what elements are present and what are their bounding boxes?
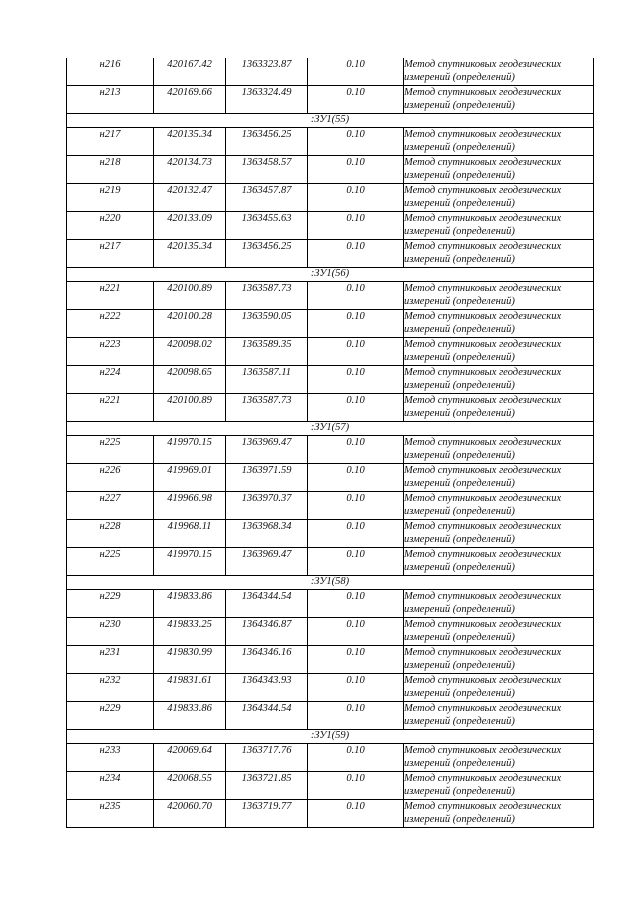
coordinates-table xyxy=(66,58,594,828)
y-coordinate-cell: 1363719.77 xyxy=(226,800,308,828)
point-row xyxy=(67,86,594,114)
accuracy-cell: 0.10 xyxy=(308,548,404,576)
point-id-cell: н225 xyxy=(67,436,154,464)
point-row xyxy=(67,366,594,394)
point-id-cell: н217 xyxy=(67,128,154,156)
x-coordinate-cell: 420100.89 xyxy=(154,394,226,422)
x-coordinate-cell: 420169.66 xyxy=(154,86,226,114)
method-cell: Метод спутниковых геодезических измерений (определений) xyxy=(404,702,594,730)
x-coordinate-cell: 419833.86 xyxy=(154,702,226,730)
method-cell: Метод спутниковых геодезических измерений (определений) xyxy=(404,282,594,310)
method-cell: Метод спутниковых геодезических измерений (определений) xyxy=(404,436,594,464)
method-cell: Метод спутниковых геодезических измерений (определений) xyxy=(404,310,594,338)
method-cell: Метод спутниковых геодезических измерений (определений) xyxy=(404,184,594,212)
point-row xyxy=(67,212,594,240)
point-id-cell: н232 xyxy=(67,674,154,702)
section-header-row xyxy=(67,114,594,128)
section-header-row xyxy=(67,576,594,590)
point-id-cell: н217 xyxy=(67,240,154,268)
point-id-cell: н230 xyxy=(67,618,154,646)
method-cell: Метод спутниковых геодезических измерений (определений) xyxy=(404,394,594,422)
method-cell: Метод спутниковых геодезических измерений (определений) xyxy=(404,212,594,240)
accuracy-cell: 0.10 xyxy=(308,338,404,366)
point-id-cell: н233 xyxy=(67,744,154,772)
y-coordinate-cell: 1363590.05 xyxy=(226,310,308,338)
y-coordinate-cell: 1363589.35 xyxy=(226,338,308,366)
point-id-cell: н227 xyxy=(67,492,154,520)
point-id-cell: н218 xyxy=(67,156,154,184)
y-coordinate-cell: 1363587.73 xyxy=(226,394,308,422)
accuracy-cell: 0.10 xyxy=(308,702,404,730)
y-coordinate-cell: 1363457.87 xyxy=(226,184,308,212)
accuracy-cell: 0.10 xyxy=(308,646,404,674)
y-coordinate-cell: 1363969.47 xyxy=(226,548,308,576)
point-row xyxy=(67,618,594,646)
accuracy-cell: 0.10 xyxy=(308,282,404,310)
y-coordinate-cell: 1363587.73 xyxy=(226,282,308,310)
point-id-cell: н225 xyxy=(67,548,154,576)
y-coordinate-cell: 1363456.25 xyxy=(226,128,308,156)
y-coordinate-cell: 1364344.54 xyxy=(226,702,308,730)
accuracy-cell: 0.10 xyxy=(308,520,404,548)
method-cell: Метод спутниковых геодезических измерений (определений) xyxy=(404,366,594,394)
y-coordinate-cell: 1364346.16 xyxy=(226,646,308,674)
x-coordinate-cell: 420098.02 xyxy=(154,338,226,366)
x-coordinate-cell: 420068.55 xyxy=(154,772,226,800)
point-row xyxy=(67,394,594,422)
method-cell: Метод спутниковых геодезических измерений (определений) xyxy=(404,800,594,828)
point-row xyxy=(67,338,594,366)
accuracy-cell: 0.10 xyxy=(308,464,404,492)
method-cell: Метод спутниковых геодезических измерений (определений) xyxy=(404,156,594,184)
point-row xyxy=(67,436,594,464)
y-coordinate-cell: 1364344.54 xyxy=(226,590,308,618)
coordinates-table-body xyxy=(67,58,594,828)
point-row xyxy=(67,282,594,310)
section-label: :ЗУ1(55) xyxy=(67,114,594,128)
x-coordinate-cell: 420060.70 xyxy=(154,800,226,828)
method-cell: Метод спутниковых геодезических измерений (определений) xyxy=(404,86,594,114)
method-cell: Метод спутниковых геодезических измерений (определений) xyxy=(404,548,594,576)
x-coordinate-cell: 419833.86 xyxy=(154,590,226,618)
section-header-row xyxy=(67,422,594,436)
y-coordinate-cell: 1363323.87 xyxy=(226,58,308,86)
point-row xyxy=(67,772,594,800)
section-label: :ЗУ1(56) xyxy=(67,268,594,282)
accuracy-cell: 0.10 xyxy=(308,310,404,338)
accuracy-cell: 0.10 xyxy=(308,184,404,212)
point-row xyxy=(67,800,594,828)
point-id-cell: н220 xyxy=(67,212,154,240)
method-cell: Метод спутниковых геодезических измерений (определений) xyxy=(404,590,594,618)
accuracy-cell: 0.10 xyxy=(308,618,404,646)
point-id-cell: н235 xyxy=(67,800,154,828)
point-id-cell: н224 xyxy=(67,366,154,394)
point-row xyxy=(67,58,594,86)
y-coordinate-cell: 1363587.11 xyxy=(226,366,308,394)
x-coordinate-cell: 419970.15 xyxy=(154,436,226,464)
method-cell: Метод спутниковых геодезических измерений (определений) xyxy=(404,338,594,366)
accuracy-cell: 0.10 xyxy=(308,744,404,772)
point-row xyxy=(67,240,594,268)
method-cell: Метод спутниковых геодезических измерений (определений) xyxy=(404,618,594,646)
section-label: :ЗУ1(58) xyxy=(67,576,594,590)
method-cell: Метод спутниковых геодезических измерений (определений) xyxy=(404,772,594,800)
point-id-cell: н229 xyxy=(67,590,154,618)
x-coordinate-cell: 420167.42 xyxy=(154,58,226,86)
accuracy-cell: 0.10 xyxy=(308,394,404,422)
accuracy-cell: 0.10 xyxy=(308,492,404,520)
x-coordinate-cell: 419833.25 xyxy=(154,618,226,646)
point-id-cell: н222 xyxy=(67,310,154,338)
x-coordinate-cell: 420134.73 xyxy=(154,156,226,184)
method-cell: Метод спутниковых геодезических измерений (определений) xyxy=(404,128,594,156)
point-id-cell: н221 xyxy=(67,394,154,422)
x-coordinate-cell: 419970.15 xyxy=(154,548,226,576)
point-id-cell: н226 xyxy=(67,464,154,492)
accuracy-cell: 0.10 xyxy=(308,590,404,618)
point-row xyxy=(67,128,594,156)
accuracy-cell: 0.10 xyxy=(308,436,404,464)
x-coordinate-cell: 420135.34 xyxy=(154,240,226,268)
section-header-row xyxy=(67,268,594,282)
x-coordinate-cell: 420133.09 xyxy=(154,212,226,240)
method-cell: Метод спутниковых геодезических измерений (определений) xyxy=(404,240,594,268)
x-coordinate-cell: 419966.98 xyxy=(154,492,226,520)
point-id-cell: н213 xyxy=(67,86,154,114)
point-row xyxy=(67,548,594,576)
point-id-cell: н216 xyxy=(67,58,154,86)
accuracy-cell: 0.10 xyxy=(308,212,404,240)
y-coordinate-cell: 1364346.87 xyxy=(226,618,308,646)
x-coordinate-cell: 419831.61 xyxy=(154,674,226,702)
point-row xyxy=(67,492,594,520)
method-cell: Метод спутниковых геодезических измерений (определений) xyxy=(404,464,594,492)
point-row xyxy=(67,184,594,212)
accuracy-cell: 0.10 xyxy=(308,240,404,268)
point-row xyxy=(67,702,594,730)
point-row xyxy=(67,674,594,702)
point-row xyxy=(67,310,594,338)
x-coordinate-cell: 420069.64 xyxy=(154,744,226,772)
method-cell: Метод спутниковых геодезических измерений (определений) xyxy=(404,744,594,772)
x-coordinate-cell: 419830.99 xyxy=(154,646,226,674)
point-id-cell: н219 xyxy=(67,184,154,212)
x-coordinate-cell: 420098.65 xyxy=(154,366,226,394)
y-coordinate-cell: 1363721.85 xyxy=(226,772,308,800)
point-id-cell: н221 xyxy=(67,282,154,310)
accuracy-cell: 0.10 xyxy=(308,156,404,184)
y-coordinate-cell: 1363456.25 xyxy=(226,240,308,268)
accuracy-cell: 0.10 xyxy=(308,58,404,86)
y-coordinate-cell: 1363968.34 xyxy=(226,520,308,548)
point-id-cell: н231 xyxy=(67,646,154,674)
y-coordinate-cell: 1363971.59 xyxy=(226,464,308,492)
method-cell: Метод спутниковых геодезических измерений (определений) xyxy=(404,58,594,86)
section-header-row xyxy=(67,730,594,744)
x-coordinate-cell: 420100.89 xyxy=(154,282,226,310)
method-cell: Метод спутниковых геодезических измерений (определений) xyxy=(404,674,594,702)
y-coordinate-cell: 1363324.49 xyxy=(226,86,308,114)
point-row xyxy=(67,744,594,772)
method-cell: Метод спутниковых геодезических измерений (определений) xyxy=(404,646,594,674)
point-row xyxy=(67,590,594,618)
y-coordinate-cell: 1363970.37 xyxy=(226,492,308,520)
x-coordinate-cell: 419968.11 xyxy=(154,520,226,548)
method-cell: Метод спутниковых геодезических измерений (определений) xyxy=(404,492,594,520)
section-label: :ЗУ1(57) xyxy=(67,422,594,436)
point-id-cell: н228 xyxy=(67,520,154,548)
x-coordinate-cell: 420135.34 xyxy=(154,128,226,156)
accuracy-cell: 0.10 xyxy=(308,128,404,156)
y-coordinate-cell: 1363969.47 xyxy=(226,436,308,464)
point-id-cell: н234 xyxy=(67,772,154,800)
section-label: :ЗУ1(59) xyxy=(67,730,594,744)
accuracy-cell: 0.10 xyxy=(308,86,404,114)
y-coordinate-cell: 1364343.93 xyxy=(226,674,308,702)
x-coordinate-cell: 419969.01 xyxy=(154,464,226,492)
y-coordinate-cell: 1363455.63 xyxy=(226,212,308,240)
point-id-cell: н229 xyxy=(67,702,154,730)
point-id-cell: н223 xyxy=(67,338,154,366)
point-row xyxy=(67,646,594,674)
accuracy-cell: 0.10 xyxy=(308,366,404,394)
x-coordinate-cell: 420100.28 xyxy=(154,310,226,338)
x-coordinate-cell: 420132.47 xyxy=(154,184,226,212)
point-row xyxy=(67,520,594,548)
method-cell: Метод спутниковых геодезических измерений (определений) xyxy=(404,520,594,548)
y-coordinate-cell: 1363717.76 xyxy=(226,744,308,772)
accuracy-cell: 0.10 xyxy=(308,772,404,800)
y-coordinate-cell: 1363458.57 xyxy=(226,156,308,184)
accuracy-cell: 0.10 xyxy=(308,674,404,702)
accuracy-cell: 0.10 xyxy=(308,800,404,828)
point-row xyxy=(67,464,594,492)
point-row xyxy=(67,156,594,184)
